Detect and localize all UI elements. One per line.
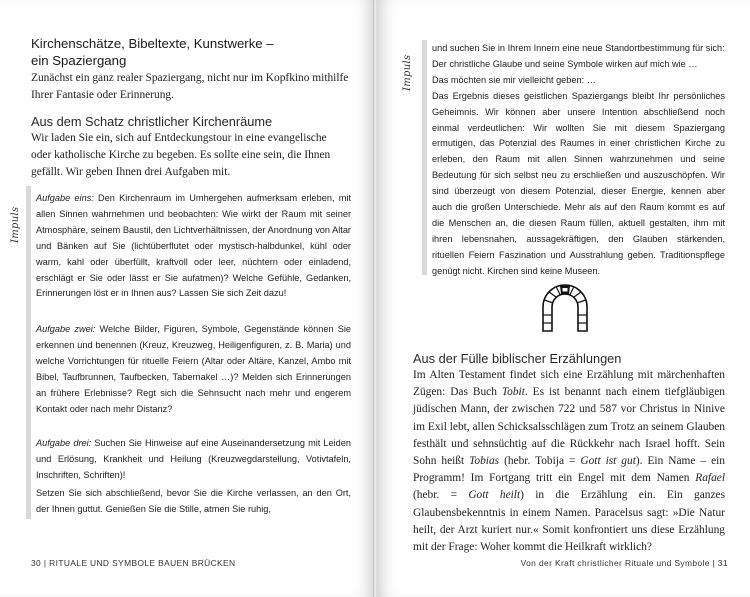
tobit-text-6: ) in die Erzählung ein. Ein ganzes Glaubensbekenntnis in einem Namen. Paracelsus sagt: »Die Natur heilt, der Arzt kuriert nur.« Somit konfrontiert uns diese Erzählung mit der Frage: Woher kommt die Heilkraft wirklich? [413,489,725,554]
continuation-text: und suchen Sie in Ihrem Innern eine neue Standortbestimmung für sich: [432,43,725,53]
tobit-text-2: . Es ist benannt nach einem tiefgläubigen jüdischen Mann, der zwischen 722 und 587 vor Christus in Ninive im Exil lebt, allen Schicksalsschlägen zum Trotz an seinem Glauben festhält und sehnsüchtig auf die Rückkehr nach Israel hofft. Sein Sohn heißt [413,386,725,468]
right-footer-page-number: | 31 [712,558,728,568]
task-three-label: Aufgabe drei: [36,438,92,448]
left-page [0,0,374,597]
tobit-text-5: (hebr. = [413,489,469,502]
closing-paragraph [36,486,351,518]
result-paragraph: Das Ergebnis dieses geistlichen Spaziergangs bleibt Ihr persönliches Geheimnis. Wir können aber unsere Intention abschließend noch einmal verdeutlichen: Wir wollten Sie mit diesem Spaziergang ermutigen, das Potenzial des Raumes in einer christlichen Kirche zu erleben, den Raum mit allen Sinnen wahrzunehmen und seine Bedeutung für sich selbst neu zu erschließen und auszuschöpfen. Wir sind überzeugt von diesem Potenzial, dieser Energie, kennen aber auch die großen Unterschiede. Mehr als auf den Raum kommt es auf die Menschen an, die diesen Raum füllen, aktuell gestalten, ihm mit ihren lebensnahen, aussagekräftigen, den Glauben stärkenden, rituellen Feiern Faszination und Ausstrahlung geben. Traditionspflege genügt nicht. Kirchen sind keine Museen. [432,90,725,276]
left-page-footer: 30 | RITUALE UND SYMBOLE BAUEN BRÜCKEN [31,558,236,568]
task-two-text: Welche Bilder, Figuren, Symbole, Gegenstände können Sie erkennen und benennen (Kreuz, Kreuzweg, Heiligenfiguren, z. B. Maria) und welche Vorrichtungen für rituelle Feiern (Altar oder Altäre, Kanzel, Ambo mit Bibel, Taufbrunnen, Taufbecken, Tabernakel …)? Melden sich Erinnerungen an frühere Erlebnisse? Regt sich die Sehnsucht nach mehr und engerem Kontakt oder nach mehr Distanz? [36,324,352,414]
chapter-heading-line1: Kirchenschätze, Bibeltexte, Kunstwerke – [31,36,274,51]
closing-text: Setzen Sie sich abschließend, bevor Sie die Kirche verlassen, an den Ort, der Ihnen guttut. Genießen Sie die Stille, atmen Sie ruhig, [36,488,351,514]
task-two-label: Aufgabe zwei: [36,324,96,334]
quote-line-two: Das möchten sie mir vielleicht geben: … [432,74,596,85]
impulse-margin-label: Impuls [10,206,21,243]
section-heading-bible: Aus der Fülle biblischer Erzählungen [413,351,622,366]
rafael-name: Rafael [695,472,725,485]
tobit-text-4: ). Ein Name – ein Programm! Im Fortgang tritt ein Engel mit dem Namen [413,455,725,485]
tobias-meaning: Gott ist gut [580,455,636,468]
task-three-text: Suchen Sie Hinweise auf eine Auseinandersetzung mit Leiden und Erlösung, Krankheit und Heilung (Kreuzwegdarstellung, Votivtafeln, Inschriften, Schriften)! [36,438,352,480]
impulse-sidebar-bar [26,186,31,519]
right-page-footer [521,558,728,568]
tobit-paragraph [413,367,725,556]
task-one-text: Den Kirchenraum im Umhergehen aufmerksam erleben, mit allen Sinnen wahrnehmen und beobachten: Wie wirkt der Raum mit seiner Atmosphäre, seinem Baustil, den Lichtverhältnissen, der Anordnung von Altar und Bänken auf Sie (lichtüberflutet oder mystisch-halbdunkel, kühl oder warm, kahl oder überfüllt, kraftvoll oder leer, nüchtern oder einladend, erschlägt er Sie oder lässt er Sie aufatmen)? Welche Gefühle, Gedanken, Erinnerungen löst er in Ihnen aus? Lassen Sie sich Zeit dazu! [36,193,351,299]
chapter-heading [31,35,351,69]
tobit-title: Tobit [501,386,525,399]
intro-paragraph: Zunächst ein ganz realer Spaziergang, nicht nur im Kopfkino mithilfe Ihrer Fantasie oder Erinnerung. [31,72,349,102]
right-page [377,0,750,597]
tobias-name: Tobias [469,455,500,468]
impulse-margin-label-right: Impuls [402,54,413,91]
tobit-text-3: (hebr. Tobija = [499,455,581,468]
task-two [36,322,351,417]
quote-line-one: Der christliche Glaube und seine Symbole wirken auf mich wie … [432,58,698,69]
task-three [36,436,351,484]
stone-arch-icon [539,281,591,333]
chapter-heading-line2: ein Spaziergang [31,53,127,68]
impulse-continuation [432,41,725,280]
rafael-meaning: Gott heilt [468,489,521,502]
task-one-label: Aufgabe eins: [36,193,94,203]
tobit-text-1: Im Alten Testament findet sich eine Erzählung mit märchenhaften Zügen: Das Buch [413,369,725,399]
impulse-sidebar-bar-right [422,40,427,275]
invitation-paragraph: Wir laden Sie ein, sich auf Entdeckungstour in eine evangelische oder katholische Kirche zu begeben. Es sollte eine sein, die Ihnen gefällt. Wir geben Ihnen drei Aufgaben mit. [31,132,331,179]
right-footer-title: Von der Kraft christlicher Rituale und Symbole [520,558,710,568]
section-heading-church: Aus dem Schatz christlicher Kirchenräume [31,114,273,129]
task-one [36,191,351,302]
